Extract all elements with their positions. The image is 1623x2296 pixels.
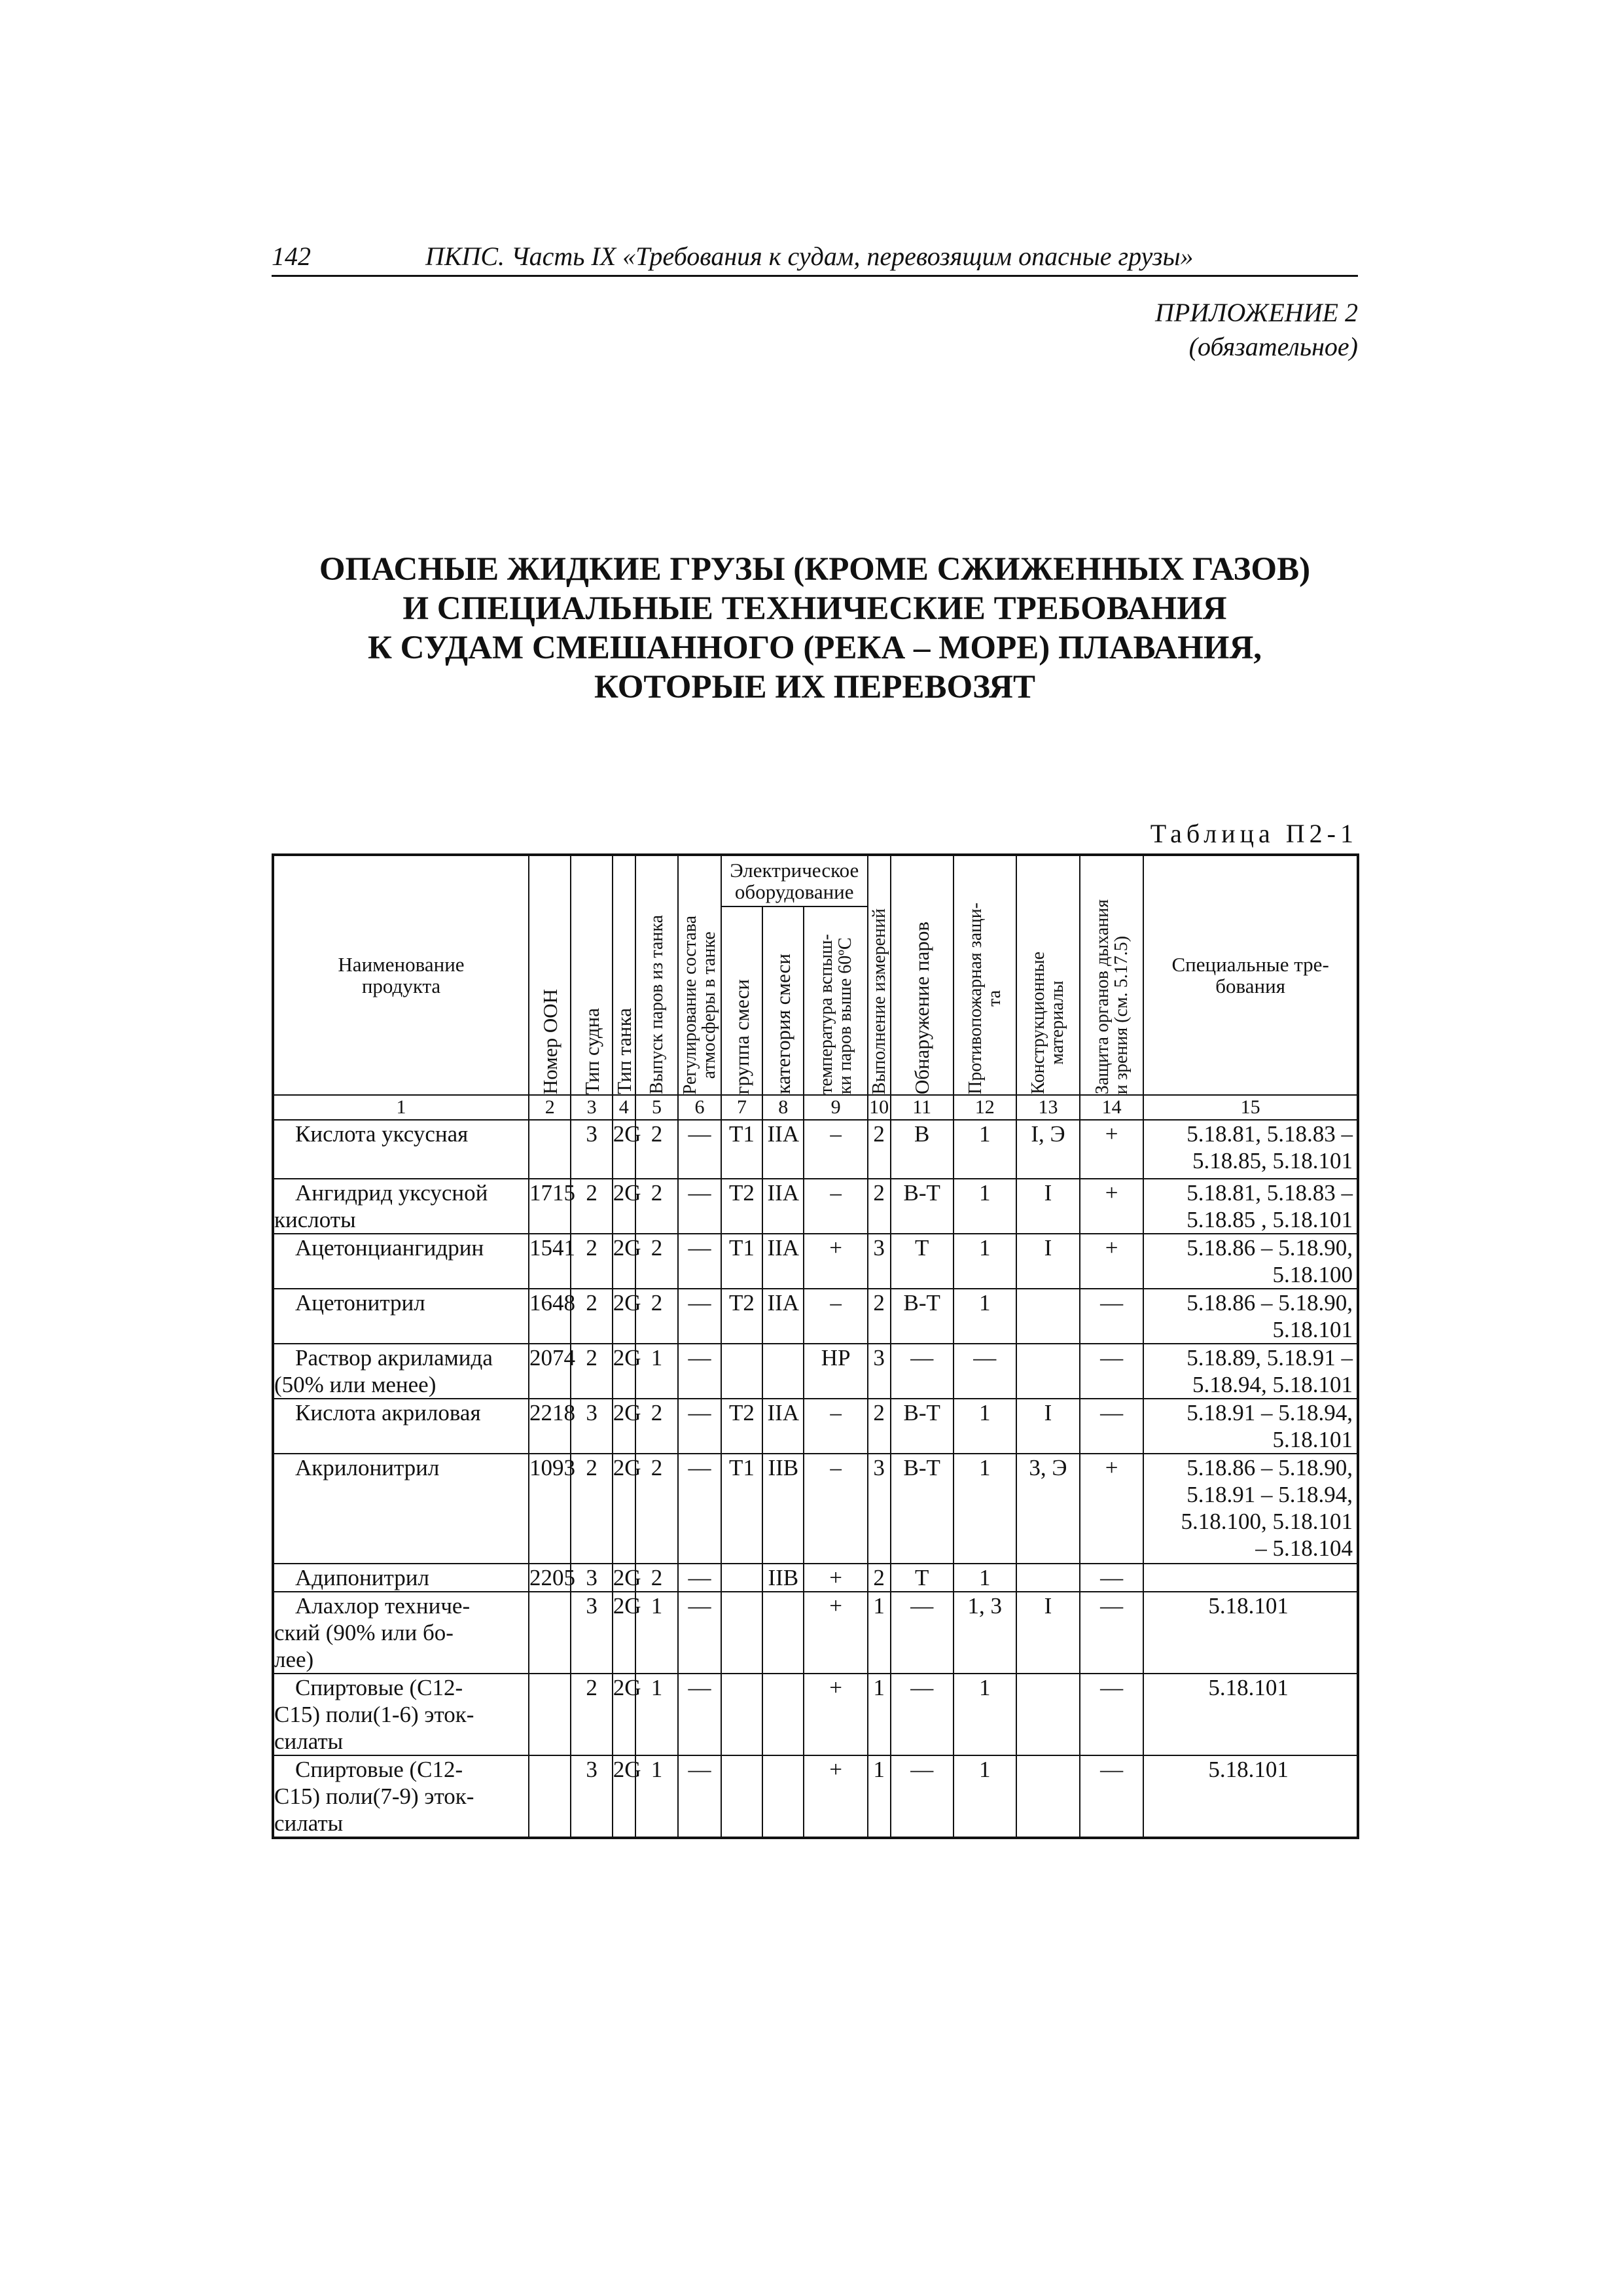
cell-resp: + — [1080, 1234, 1143, 1289]
cell-resp: — — [1080, 1564, 1143, 1592]
cell-grp: T1 — [721, 1120, 762, 1179]
special-requirement-line: 5.18.89, 5.18.91 – — [1186, 1345, 1353, 1371]
header-name — [273, 855, 529, 1095]
special-requirement-line: 5.18.101 — [1208, 1757, 1289, 1782]
cell-mat: I — [1016, 1399, 1080, 1454]
cell-grp — [721, 1674, 762, 1755]
cell-grp: T1 — [721, 1234, 762, 1289]
cell-fire: 1 — [954, 1399, 1016, 1454]
cell-grp — [721, 1592, 762, 1674]
table-row — [273, 1179, 1358, 1234]
cell-cat: IIB — [762, 1454, 804, 1564]
header-measurement — [868, 855, 891, 1095]
cell-cat: IIA — [762, 1234, 804, 1289]
special-requirement-line: 5.18.86 – 5.18.90, — [1186, 1290, 1353, 1316]
product-name-line: лее) — [274, 1647, 314, 1672]
cell-meas: 2 — [868, 1120, 891, 1179]
table-row — [273, 1120, 1358, 1179]
cell-cat — [762, 1592, 804, 1674]
cell-product-name — [273, 1564, 529, 1592]
header-electrical-group — [721, 855, 868, 906]
cell-tank: 2G — [613, 1234, 635, 1289]
cell-cat: IIA — [762, 1179, 804, 1234]
product-name-line: Раствор акриламида — [295, 1345, 493, 1371]
cell-ship: 3 — [571, 1564, 612, 1592]
page-number: 142 — [272, 242, 311, 271]
special-requirement-line: 5.18.86 – 5.18.90, — [1186, 1235, 1353, 1261]
cell-flash: + — [804, 1234, 867, 1289]
cell-special-requirements — [1143, 1120, 1358, 1179]
column-number: 9 — [804, 1095, 867, 1120]
cell-special-requirements — [1143, 1674, 1358, 1755]
special-requirement-line: 5.18.86 – 5.18.90, — [1186, 1455, 1353, 1480]
cell-mat — [1016, 1564, 1080, 1592]
product-name-line: C15) поли(7-9) эток- — [274, 1784, 474, 1809]
cell-vent: 1 — [635, 1344, 679, 1399]
cell-fire: 1 — [954, 1674, 1016, 1755]
cell-resp: + — [1080, 1120, 1143, 1179]
cell-det: — — [891, 1674, 954, 1755]
cell-cat — [762, 1344, 804, 1399]
header-text: бования — [1215, 975, 1285, 997]
cell-fire: — — [954, 1344, 1016, 1399]
cell-atm: — — [678, 1674, 721, 1755]
cell-flash: – — [804, 1454, 867, 1564]
table-body — [273, 1095, 1358, 1838]
header-mixture-category — [762, 906, 804, 1095]
header-text: Электрическое — [730, 859, 859, 882]
column-number-row — [273, 1095, 1358, 1120]
special-requirement-line: 5.18.91 – 5.18.94, — [1186, 1482, 1353, 1507]
table-row — [273, 1755, 1358, 1838]
cell-flash: – — [804, 1289, 867, 1344]
header-un-number — [529, 855, 571, 1095]
cell-vent: 2 — [635, 1564, 679, 1592]
cell-product-name — [273, 1399, 529, 1454]
cell-vent: 2 — [635, 1399, 679, 1454]
special-requirement-line: 5.18.101 — [1208, 1675, 1289, 1700]
cell-special-requirements — [1143, 1344, 1358, 1399]
header-vapor-release — [635, 855, 679, 1095]
header-text: Специальные тре- — [1171, 953, 1329, 976]
column-number: 8 — [762, 1095, 804, 1120]
column-number: 13 — [1016, 1095, 1080, 1120]
cell-vent: 2 — [635, 1289, 679, 1344]
header-mixture-group — [721, 906, 762, 1095]
product-name-line: Алахлор техниче- — [295, 1593, 471, 1619]
cell-meas: 3 — [868, 1454, 891, 1564]
header-text: Тип судна — [580, 1007, 603, 1094]
cell-flash: НР — [804, 1344, 867, 1399]
special-requirement-line: – 5.18.104 — [1255, 1535, 1353, 1561]
header-text: и зрения (см. 5.17.5) — [1111, 935, 1132, 1094]
cell-grp: T2 — [721, 1179, 762, 1234]
cell-resp: — — [1080, 1399, 1143, 1454]
cell-det: — — [891, 1755, 954, 1838]
cell-product-name — [273, 1179, 529, 1234]
appendix-title: ПРИЛОЖЕНИЕ 2 — [1155, 298, 1358, 327]
header-tank-type — [613, 855, 635, 1095]
cell-cat — [762, 1674, 804, 1755]
product-name-line: кислоты — [274, 1207, 356, 1232]
cell-resp: — — [1080, 1755, 1143, 1838]
cell-meas: 3 — [868, 1344, 891, 1399]
title-line: КОТОРЫЕ ИХ ПЕРЕВОЗЯТ — [594, 669, 1035, 706]
cargo-table — [272, 853, 1359, 1839]
header-text: Защита органов дыхания — [1092, 899, 1113, 1094]
header-text: категория смеси — [772, 954, 795, 1094]
header-fire-protection — [954, 855, 1016, 1095]
special-requirement-line: 5.18.81, 5.18.83 – — [1186, 1180, 1353, 1206]
cell-atm: — — [678, 1289, 721, 1344]
cell-un: 1541 — [529, 1234, 571, 1289]
cell-tank: 2G — [613, 1592, 635, 1674]
cell-tank: 2G — [613, 1344, 635, 1399]
header-text: Конструкционные — [1028, 952, 1049, 1094]
column-number: 2 — [529, 1095, 571, 1120]
cell-ship: 2 — [571, 1289, 612, 1344]
cell-cat — [762, 1755, 804, 1838]
cell-resp: — — [1080, 1674, 1143, 1755]
special-requirement-line: 5.18.85, 5.18.101 — [1192, 1148, 1353, 1174]
column-number: 12 — [954, 1095, 1016, 1120]
cell-un: 1715 — [529, 1179, 571, 1234]
cell-mat — [1016, 1289, 1080, 1344]
cell-special-requirements — [1143, 1234, 1358, 1289]
cell-cat: IIB — [762, 1564, 804, 1592]
cell-atm: — — [678, 1344, 721, 1399]
cell-mat: I, Э — [1016, 1120, 1080, 1179]
cell-atm: — — [678, 1454, 721, 1564]
column-number: 5 — [635, 1095, 679, 1120]
header-text: Выполнение измерений — [868, 908, 889, 1094]
cell-resp: — — [1080, 1592, 1143, 1674]
cell-det: T — [891, 1564, 954, 1592]
cell-tank: 2G — [613, 1120, 635, 1179]
cell-fire: 1 — [954, 1755, 1016, 1838]
header-text: материалы — [1047, 980, 1068, 1066]
cell-flash: – — [804, 1120, 867, 1179]
special-requirement-line: 5.18.81, 5.18.83 – — [1186, 1121, 1353, 1147]
cell-special-requirements — [1143, 1289, 1358, 1344]
cell-special-requirements — [1143, 1592, 1358, 1674]
title-line: ОПАСНЫЕ ЖИДКИЕ ГРУЗЫ (КРОМЕ СЖИЖЕННЫХ ГАЗОВ) — [319, 551, 1311, 588]
header-text: температура вспыш- — [816, 934, 837, 1094]
cell-cat: IIA — [762, 1120, 804, 1179]
cell-meas: 3 — [868, 1234, 891, 1289]
cell-flash: + — [804, 1674, 867, 1755]
cell-un: 1648 — [529, 1289, 571, 1344]
cell-fire: 1 — [954, 1454, 1016, 1564]
cell-meas: 2 — [868, 1399, 891, 1454]
cell-fire: 1 — [954, 1564, 1016, 1592]
cell-fire: 1, 3 — [954, 1592, 1016, 1674]
cell-det: B-T — [891, 1289, 954, 1344]
table-row — [273, 1399, 1358, 1454]
cell-tank: 2G — [613, 1454, 635, 1564]
special-requirement-line: 5.18.100, 5.18.101 — [1181, 1509, 1353, 1534]
cell-ship: 2 — [571, 1674, 612, 1755]
special-requirement-line: 5.18.101 — [1272, 1427, 1353, 1452]
cell-tank: 2G — [613, 1565, 641, 1590]
cell-atm: — — [678, 1399, 721, 1454]
header-special — [1143, 855, 1358, 1095]
cell-det: B — [891, 1120, 954, 1179]
column-number: 4 — [613, 1095, 635, 1120]
header-text: та — [984, 990, 1005, 1007]
header-text: Обнаружение паров — [910, 921, 934, 1094]
table-row — [273, 1234, 1358, 1289]
cell-vent: 1 — [635, 1755, 679, 1838]
cell-product-name — [273, 1289, 529, 1344]
appendix-note: (обязательное) — [1188, 332, 1358, 361]
cell-meas: 1 — [868, 1674, 891, 1755]
running-title: ПКПС. Часть IX «Требования к судам, перевозящим опасные грузы» — [425, 242, 1194, 271]
cell-special-requirements — [1143, 1399, 1358, 1454]
table-row — [273, 1454, 1358, 1564]
cell-atm: — — [678, 1755, 721, 1838]
cell-flash: + — [804, 1564, 867, 1592]
cell-grp: T1 — [721, 1454, 762, 1564]
cell-mat: I — [1016, 1234, 1080, 1289]
product-name-line: Ацетонитрил — [295, 1290, 425, 1316]
header-text: Номер ООН — [538, 988, 562, 1094]
cell-fire: 1 — [954, 1120, 1016, 1179]
cell-atm: — — [678, 1179, 721, 1234]
cell-atm: — — [678, 1120, 721, 1179]
special-requirement-line: 5.18.94, 5.18.101 — [1192, 1372, 1353, 1397]
table-row — [273, 1564, 1358, 1592]
cell-ship: 2 — [571, 1234, 612, 1289]
cell-flash: + — [804, 1755, 867, 1838]
cell-tank: 2G — [613, 1399, 635, 1454]
cell-un: 1093 — [529, 1454, 571, 1564]
cell-mat — [1016, 1674, 1080, 1755]
cell-mat — [1016, 1344, 1080, 1399]
cell-flash: – — [804, 1179, 867, 1234]
column-number: 11 — [891, 1095, 954, 1120]
header-text: Регулирование состава — [680, 915, 701, 1094]
appendix-label — [1155, 296, 1358, 364]
cell-ship: 2 — [571, 1179, 612, 1234]
header-text: продукта — [361, 975, 441, 997]
product-name-line: силаты — [274, 1810, 344, 1836]
cell-ship: 2 — [571, 1344, 612, 1399]
cell-tank: 2G — [613, 1289, 635, 1344]
title-line: К СУДАМ СМЕШАННОГО (РЕКА – МОРЕ) ПЛАВАНИЯ, — [367, 630, 1262, 666]
product-name-line: Акрилонитрил — [295, 1455, 440, 1480]
cell-atm: — — [678, 1564, 721, 1592]
header-text: оборудование — [734, 880, 854, 903]
cell-det: B-T — [891, 1399, 954, 1454]
special-requirement-line: 5.18.101 — [1208, 1593, 1289, 1619]
product-name-line: Кислота акриловая — [295, 1400, 481, 1426]
header-text: Выпуск паров из танка — [646, 915, 667, 1094]
cell-flash: + — [804, 1592, 867, 1674]
cell-special-requirements — [1143, 1564, 1358, 1592]
column-number: 10 — [868, 1095, 891, 1120]
header-atmosphere-control — [678, 855, 721, 1095]
cell-ship: 3 — [571, 1120, 612, 1179]
table-row — [273, 1344, 1358, 1399]
cell-mat: I — [1016, 1592, 1080, 1674]
column-number: 14 — [1080, 1095, 1143, 1120]
cell-product-name — [273, 1120, 529, 1179]
cell-resp: — — [1080, 1344, 1143, 1399]
product-name-line: (50% или менее) — [274, 1372, 437, 1397]
cell-meas: 2 — [868, 1289, 891, 1344]
cell-special-requirements — [1143, 1179, 1358, 1234]
cell-ship: 3 — [571, 1592, 612, 1674]
cell-ship: 3 — [571, 1399, 612, 1454]
product-name-line: C15) поли(1-6) эток- — [274, 1702, 474, 1727]
running-header — [272, 237, 1358, 277]
cell-det: T — [891, 1234, 954, 1289]
cell-fire: 1 — [954, 1179, 1016, 1234]
cell-tank: 2G — [613, 1179, 635, 1234]
cell-meas: 1 — [868, 1592, 891, 1674]
cell-product-name — [273, 1755, 529, 1838]
column-number: 15 — [1143, 1095, 1358, 1120]
cell-cat: IIA — [762, 1289, 804, 1344]
header-text: ки паров выше 60ºС — [835, 937, 856, 1094]
cell-resp: + — [1080, 1454, 1143, 1564]
header-flash-point — [804, 906, 867, 1095]
header-text: Противопожарная защи- — [965, 903, 986, 1094]
cell-un: 2205 — [529, 1565, 575, 1590]
special-requirement-line: 5.18.85 , 5.18.101 — [1186, 1207, 1353, 1232]
cell-special-requirements — [1143, 1454, 1358, 1564]
cell-un — [529, 1120, 571, 1179]
cell-tank: 2G — [613, 1755, 635, 1838]
product-name-line: Кислота уксусная — [295, 1121, 469, 1147]
cell-meas: 2 — [868, 1564, 891, 1592]
column-number: 1 — [273, 1095, 529, 1120]
cell-flash: – — [804, 1399, 867, 1454]
table-row — [273, 1674, 1358, 1755]
table-row — [273, 1592, 1358, 1674]
cell-vent: 1 — [635, 1592, 679, 1674]
cell-grp — [721, 1755, 762, 1838]
cell-vent: 2 — [635, 1179, 679, 1234]
cell-resp: — — [1080, 1289, 1143, 1344]
special-requirement-line: 5.18.101 — [1272, 1317, 1353, 1342]
product-name-line: ский (90% или бо- — [274, 1620, 454, 1645]
cell-atm: — — [678, 1592, 721, 1674]
table-caption: Таблица П2-1 — [1150, 819, 1358, 848]
product-name-line: Ангидрид уксусной — [295, 1180, 488, 1206]
cell-meas: 2 — [868, 1179, 891, 1234]
cell-vent: 1 — [635, 1674, 679, 1755]
cell-det: — — [891, 1344, 954, 1399]
cell-vent: 2 — [635, 1120, 679, 1179]
cell-product-name — [273, 1454, 529, 1564]
header-vapor-detection — [891, 855, 954, 1095]
cell-vent: 2 — [635, 1454, 679, 1564]
table-row — [273, 1289, 1358, 1344]
title-line: И СПЕЦИАЛЬНЫЕ ТЕХНИЧЕСКИЕ ТРЕБОВАНИЯ — [402, 590, 1227, 627]
cell-det: B-T — [891, 1454, 954, 1564]
cell-det: — — [891, 1592, 954, 1674]
product-name-line: Спиртовые (C12- — [295, 1757, 463, 1782]
cell-grp: T2 — [721, 1289, 762, 1344]
header-text: атмосферы в танке — [699, 931, 720, 1079]
cell-cat: IIA — [762, 1399, 804, 1454]
cell-det: B-T — [891, 1179, 954, 1234]
cell-mat: I — [1016, 1179, 1080, 1234]
cell-tank: 2G — [613, 1674, 635, 1755]
cell-un — [529, 1755, 571, 1838]
cell-atm: — — [678, 1234, 721, 1289]
cell-ship: 3 — [571, 1755, 612, 1838]
header-text: группа смеси — [730, 978, 753, 1094]
document-title — [272, 550, 1358, 707]
cell-meas: 1 — [868, 1755, 891, 1838]
header-ship-type — [571, 855, 612, 1095]
cell-product-name — [273, 1234, 529, 1289]
cell-mat: 3, Э — [1016, 1454, 1080, 1564]
cell-un — [529, 1592, 571, 1674]
cell-un: 2218 — [529, 1399, 571, 1454]
cell-product-name — [273, 1344, 529, 1399]
product-name-line: Адипонитрил — [295, 1565, 429, 1590]
cell-vent: 2 — [635, 1234, 679, 1289]
cell-fire: 1 — [954, 1234, 1016, 1289]
cell-fire: 1 — [954, 1289, 1016, 1344]
cell-mat — [1016, 1755, 1080, 1838]
product-name-line: Ацетонциангидрин — [295, 1235, 484, 1261]
cell-ship: 2 — [571, 1454, 612, 1564]
special-requirement-line: 5.18.100 — [1272, 1262, 1353, 1287]
cell-grp: T2 — [721, 1399, 762, 1454]
column-number: 3 — [571, 1095, 612, 1120]
product-name-line: Спиртовые (C12- — [295, 1675, 463, 1700]
cell-special-requirements — [1143, 1755, 1358, 1838]
cell-un — [529, 1674, 571, 1755]
column-number: 7 — [721, 1095, 762, 1120]
cell-un: 2074 — [529, 1344, 571, 1399]
cell-grp — [721, 1344, 762, 1399]
cell-grp — [721, 1564, 762, 1592]
cell-resp: + — [1080, 1179, 1143, 1234]
header-text: Наименование — [338, 953, 465, 976]
cell-product-name — [273, 1592, 529, 1674]
special-requirement-line: 5.18.91 – 5.18.94, — [1186, 1400, 1353, 1426]
cell-product-name — [273, 1674, 529, 1755]
column-number: 6 — [678, 1095, 721, 1120]
header-respiratory — [1080, 855, 1143, 1095]
header-text: Тип танка — [612, 1008, 635, 1094]
product-name-line: силаты — [274, 1729, 344, 1754]
header-materials — [1016, 855, 1080, 1095]
